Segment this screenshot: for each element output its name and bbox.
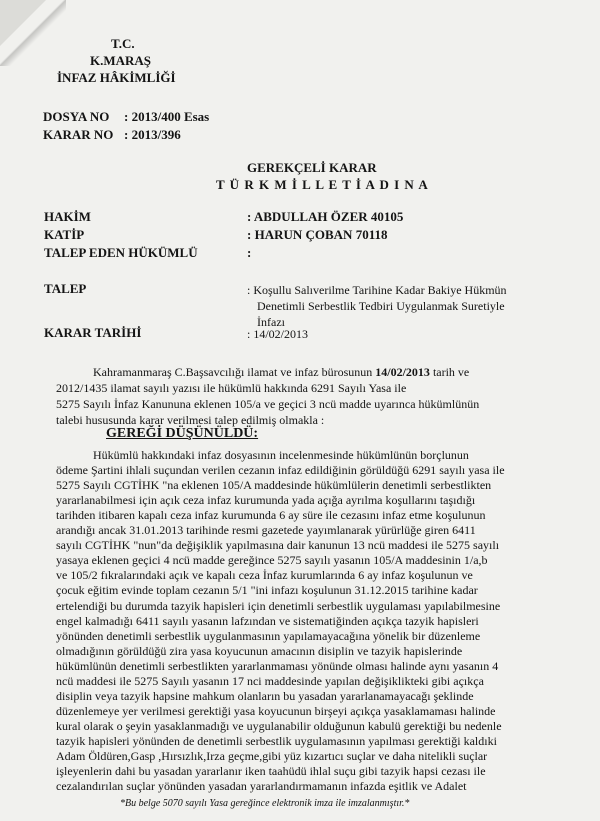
body-line-14: olmadığının görüldüğü zira yasa koyucunun amacının disiplin ve tazyik hapislerinde xyxy=(56,643,463,658)
body-line-16: ncü maddesi ile 5275 Sayılı yasanın 17 nci maddesinde yapılan değişiklikteki gibi açıkça xyxy=(56,673,484,688)
body-line-12: engel kalmadığı 6411 sayılı yasanın lafzından ve sistematiğinden açıkça tazyik hapisleri xyxy=(56,613,479,628)
document-title: GEREKÇELİ KARAR xyxy=(247,160,377,175)
intro-line-2: 2012/1435 ilamat sayılı yazısı ile hükümlü hakkında 6291 Sayılı Yasa ile xyxy=(56,381,407,395)
body-line-5: tarihden itibaren kapalı ceza infaz kurumunda 6 ay süre ile cezasını infaz etme koşulunun xyxy=(56,508,486,523)
talep-label: TALEP xyxy=(44,281,87,296)
body-line-6: arandığı ancak 31.01.2013 tarihinde resmi gazetede yayımlanarak yürürlüğe giren 6411 xyxy=(56,523,476,538)
body-line-8: yasaya eklenen geçici 4 ncü madde gereğince 5275 sayılı yasanın 105/A maddesinin 1/a,b xyxy=(56,553,488,568)
body-line-13: yönünden denetimli serbestlik uygulanmasının yapılamayacağına yönelik bir düzenleme xyxy=(56,628,481,643)
karar-label: KARAR NO xyxy=(43,127,114,142)
body-line-21: Adam Öldüren,Gasp ,Hırsızlık,Irza geçme,gibi yüz kızartıcı suçlar ve daha nitelikli suçlar xyxy=(56,749,488,763)
body-line-19: kural olarak o şeyin yasaklanmadığı ve uygulanabilir olduğunun kabulü gerektiği bu nedenle xyxy=(56,718,502,733)
body-line-2: ödeme Şartini ihlali suçundan verilen cezanın infaz edildiğinin görüldüğü 6291 sayılı yasa ile xyxy=(56,463,505,478)
talep-line-2: Denetimli Serbestlik Tedbiri Uygulanmak Suretiyle xyxy=(257,299,505,313)
body-line-22: işleyenlerin dahi bu yasadan yararlanır iken taahüdü ihlal suçu gibi tazyik hapsi cezası ile xyxy=(56,764,486,779)
karar-value: : 2013/396 xyxy=(124,127,181,142)
katip-value: : HARUN ÇOBAN 70118 xyxy=(247,227,388,242)
hakim-value: : ABDULLAH ÖZER 40105 xyxy=(247,209,404,224)
dosya-value: : 2013/400 Esas xyxy=(124,109,210,124)
intro-line-3: 5275 Sayılı İnfaz Kanununa eklenen 105/a ve geçici 3 ncü madde uyarınca hükümlünün xyxy=(56,397,480,411)
body-line-18: düzenlemeye yer verilmesi gerektiği yasa koyucunun birşeyi açıkça yasaklamaması halinde xyxy=(56,703,496,718)
karar-tarihi-label: KARAR TARİHİ xyxy=(44,325,142,340)
intro-line-4: talebi hususunda karar verilmesi talep edilmiş olmakla : xyxy=(56,413,325,427)
talep-eden-label: TALEP EDEN HÜKÜMLÜ xyxy=(44,245,198,260)
hakim-label: HAKİM xyxy=(44,209,91,224)
section-title: GEREĞİ DÜŞÜNÜLDÜ: xyxy=(106,426,259,441)
header-court: İNFAZ HÂKİMLİĞİ xyxy=(57,70,176,85)
intro-line-1: Kahramanmaraş C.Başsavcılığı ilamat ve infaz bürosunun 14/02/2013 tarih ve xyxy=(93,365,470,379)
talep-eden-value: : xyxy=(247,245,252,260)
katip-label: KATİP xyxy=(44,227,85,242)
e-signature-note: *Bu belge 5070 sayılı Yasa gereğince elektronik imza ile imzalanmıştır.* xyxy=(120,798,410,809)
body-line-17: disiplin veya tazyik hapsine mahkum olanların bu yasadan yararlanamayacağı şeklinde xyxy=(56,688,474,703)
body-line-7: sayılı CGTİHK "nun"da değişiklik yapılmasına dair kanunun 13 ncü maddesi ile 5275 sayılı xyxy=(56,538,500,553)
body-line-20: tazyik hapisleri yönünden de denetimli serbestlik uygulamasının yapılması gerektiği kaldıki xyxy=(56,733,497,748)
body-line-1: Hükümlü hakkındaki infaz dosyasının incelenmesinde hükümlünün borçlunun xyxy=(93,448,469,462)
body-line-10: çocuk eğitim evinde toplam cezanın 5/1 "ini infazı koşulunun 31.12.2015 tarihine kadar xyxy=(56,583,478,598)
body-line-9: ve 105/2 fıkralarındaki açık ve kapalı ceza İnfaz kurumlarında 6 ay infaz koşulunun ve xyxy=(56,568,473,583)
document-subtitle: T Ü R K M İ L L E T İ A D I N A xyxy=(216,177,429,192)
talep-line-3: İnfazı xyxy=(257,315,285,329)
karar-tarihi-value: : 14/02/2013 xyxy=(247,327,309,341)
dosya-label: DOSYA NO xyxy=(43,109,110,124)
body-line-23: cezalandırılan suçlar yönünden yasadan yararlandırmamanın infazda eşitlik ve Adalet xyxy=(56,779,467,794)
body-line-3: 5275 Sayılı CGTİHK "na eklenen 105/A maddesinde hükümlülerin denetimli serbestlikten xyxy=(56,478,492,493)
body-line-4: yararlanabilmesi için açık ceza infaz kurumunda yada açığa ayrılma koşullarını taşıdığı xyxy=(56,493,476,508)
talep-line-1: : Koşullu Salıverilme Tarihine Kadar Bakiye Hükmün xyxy=(247,283,507,297)
header-tc: T.C. xyxy=(111,36,135,51)
page-fold-shadow xyxy=(0,0,66,66)
header-city: K.MARAŞ xyxy=(90,53,152,68)
body-line-15: hükümlünün denetimli serbestlikten yararlanmaması yönünde olması halinde aynı yasanın 4 xyxy=(56,658,499,673)
body-line-11: ertelendiği bu durumda tazyik hapisleri için denetimli serbestlik uygulaması yapılabilmesine xyxy=(56,598,501,613)
